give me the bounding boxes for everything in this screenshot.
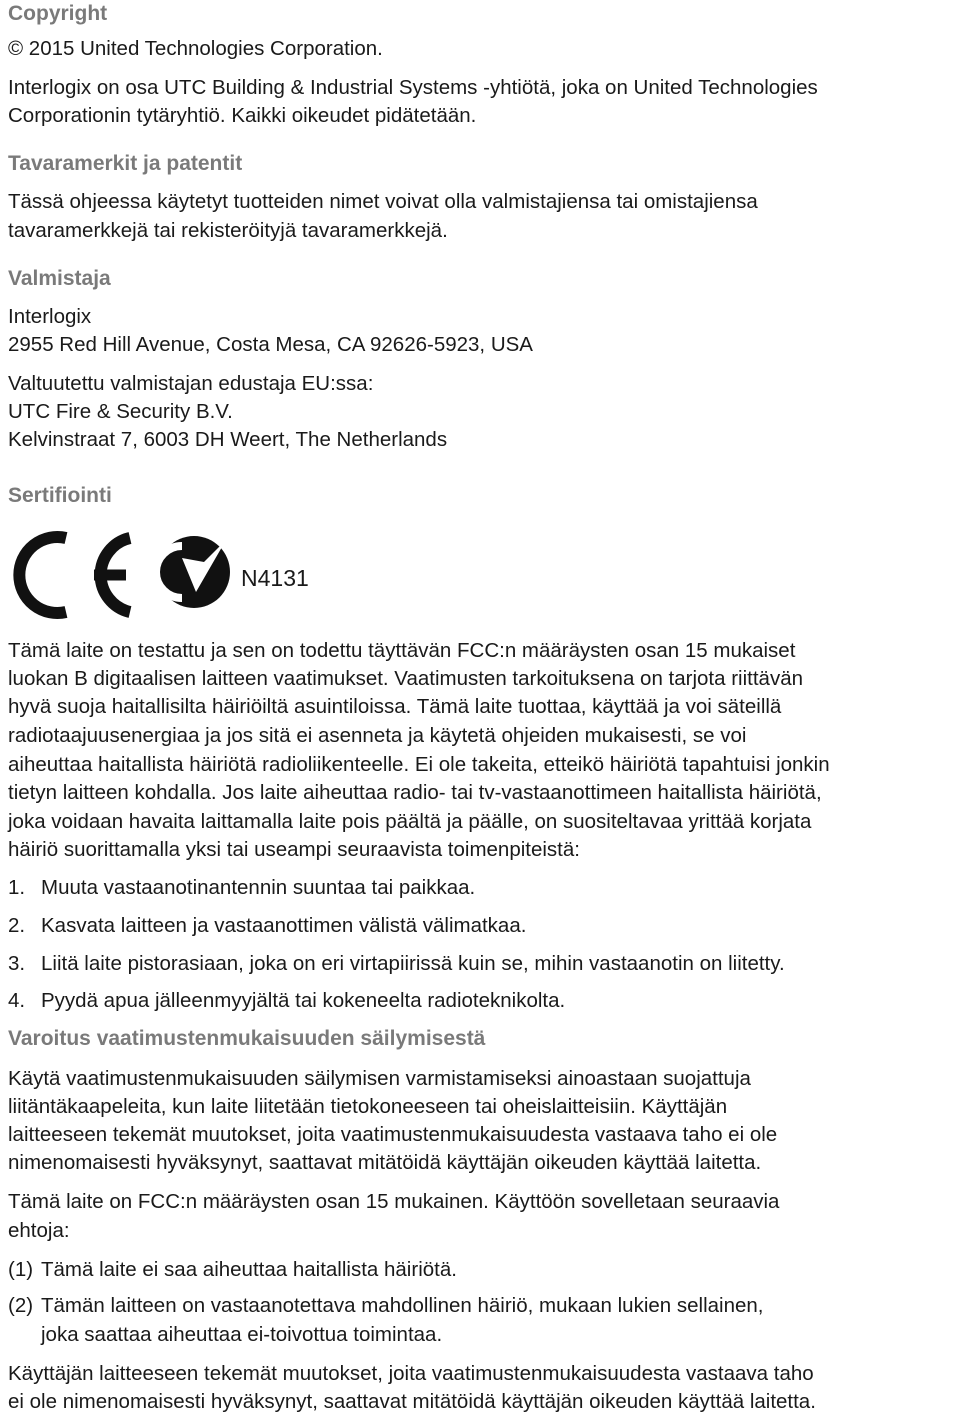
eu-rep-address: Kelvinstraat 7, 6003 DH Weert, The Netherlands <box>8 428 448 451</box>
eu-rep-label: Valtuutettu valmistajan edustaja EU:ssa: <box>8 372 374 395</box>
copyright-line: Corporationin tytäryhtiö. Kaikki oikeudet pidätetään. <box>8 104 477 127</box>
fcc-text-line: hyvä suoja haitallisilta häiriöiltä asuintiloissa. Tämä laite tuottaa, käyttää ja voi säteillä <box>8 695 782 718</box>
step-text: Muuta vastaanotinantennin suuntaa tai paikkaa. <box>41 876 476 899</box>
condition-2 <box>8 1292 764 1321</box>
copyright-heading: Copyright <box>8 2 108 25</box>
step-text: Liitä laite pistorasiaan, joka on eri virtapiirissä kuin se, mihin vastaanotin on liitetty. <box>41 952 785 975</box>
step-number: 4. <box>8 989 26 1012</box>
list-item <box>8 874 475 902</box>
compliance-text-line: liitäntäkaapeleita, kun laite liitetään tietokoneeseen tai oheislaitteisiin. Käyttäjän <box>8 1095 728 1118</box>
compliance-text-line: Käyttäjän laitteeseen tekemät muutokset, joita vaatimustenmukaisuudesta vastaava taho <box>8 1362 814 1385</box>
condition-text: Tämän laitteen on vastaanotettava mahdollinen häiriö, mukaan lukien sellainen, <box>41 1294 764 1317</box>
ce-mark-icon <box>4 530 234 620</box>
condition-number: (2) <box>8 1294 34 1317</box>
compliance-heading: Varoitus vaatimustenmukaisuuden säilymisestä <box>8 1027 486 1050</box>
fcc-text-line: tietyn laitteen kohdalla. Jos laite aiheuttaa radio- tai tv-vastaanottimeen haitallista häiriötä, <box>8 781 822 804</box>
manufacturer-name: Interlogix <box>8 305 92 328</box>
trademarks-line: Tässä ohjeessa käytetyt tuotteiden nimet voivat olla valmistajiensa tai omistajiensa <box>8 190 758 213</box>
certification-marks <box>4 530 344 620</box>
fcc-text-line: häiriö suorittamalla yksi tai useampi seuraavista toimenpiteistä: <box>8 838 580 861</box>
manufacturer-address: 2955 Red Hill Avenue, Costa Mesa, CA 92626-5923, USA <box>8 333 533 356</box>
fcc-text-line: radiotaajuusenergiaa ja jos sitä ei asenneta ja käytetä ohjeiden mukaisesti, se voi <box>8 724 747 747</box>
list-item <box>8 912 526 940</box>
manufacturer-heading: Valmistaja <box>8 267 111 290</box>
c-tick-code: N4131 <box>241 565 309 591</box>
step-text: Pyydä apua jälleenmyyjältä tai kokeneelta radioteknikolta. <box>41 989 566 1012</box>
condition-number: (1) <box>8 1258 34 1281</box>
fcc-text-line: joka voidaan havaita laittamalla laite pois päältä ja päälle, on suositeltavaa yrittää korjata <box>8 810 812 833</box>
condition-text: joka saattaa aiheuttaa ei-toivottua toimintaa. <box>41 1323 443 1346</box>
fcc-text-line: aiheuttaa haitallista häiriötä radioliikenteelle. Ei ole takeita, etteikö häiriötä tapahtuisi jonkin <box>8 753 830 776</box>
step-text: Kasvata laitteen ja vastaanottimen välistä välimatkaa. <box>41 914 527 937</box>
condition-2-continued <box>8 1321 442 1350</box>
fcc-text-line: Tämä laite on testattu ja sen on todettu täyttävän FCC:n määräysten osan 15 mukaiset <box>8 639 796 662</box>
copyright-line: © 2015 United Technologies Corporation. <box>8 37 383 60</box>
trademarks-line: tavaramerkkejä tai rekisteröityjä tavaramerkkejä. <box>8 219 448 242</box>
trademarks-heading: Tavaramerkit ja patentit <box>8 152 243 175</box>
compliance-text-line: laitteeseen tekemät muutokset, joita vaatimustenmukaisuudesta vastaava taho ei ole <box>8 1123 778 1146</box>
step-number: 1. <box>8 876 26 899</box>
step-number: 3. <box>8 952 26 975</box>
compliance-text-line: ehtoja: <box>8 1219 70 1242</box>
list-item <box>8 987 565 1015</box>
compliance-text-line: nimenomaisesti hyväksynyt, saattavat mitätöidä käyttäjän oikeuden käyttää laitetta. <box>8 1151 762 1174</box>
copyright-line: Interlogix on osa UTC Building & Industrial Systems -yhtiötä, joka on United Technologies <box>8 76 818 99</box>
fcc-text-line: luokan B digitaalisen laitteen vaatimukset. Vaatimusten tarkoituksena on tarjota riittävän <box>8 667 804 690</box>
compliance-text-line: ei ole nimenomaisesti hyväksynyt, saattavat mitätöidä käyttäjän oikeuden käyttää laitetta. <box>8 1390 816 1413</box>
compliance-text-line: Tämä laite on FCC:n määräysten osan 15 mukainen. Käyttöön sovelletaan seuraavia <box>8 1190 780 1213</box>
certification-heading: Sertifiointi <box>8 484 112 507</box>
condition-1 <box>8 1256 457 1285</box>
condition-text: Tämä laite ei saa aiheuttaa haitallista häiriötä. <box>41 1258 457 1281</box>
step-number: 2. <box>8 914 26 937</box>
eu-rep-name: UTC Fire & Security B.V. <box>8 400 233 423</box>
list-item <box>8 950 785 978</box>
compliance-text-line: Käytä vaatimustenmukaisuuden säilymisen varmistamiseksi ainoastaan suojattuja <box>8 1067 751 1090</box>
